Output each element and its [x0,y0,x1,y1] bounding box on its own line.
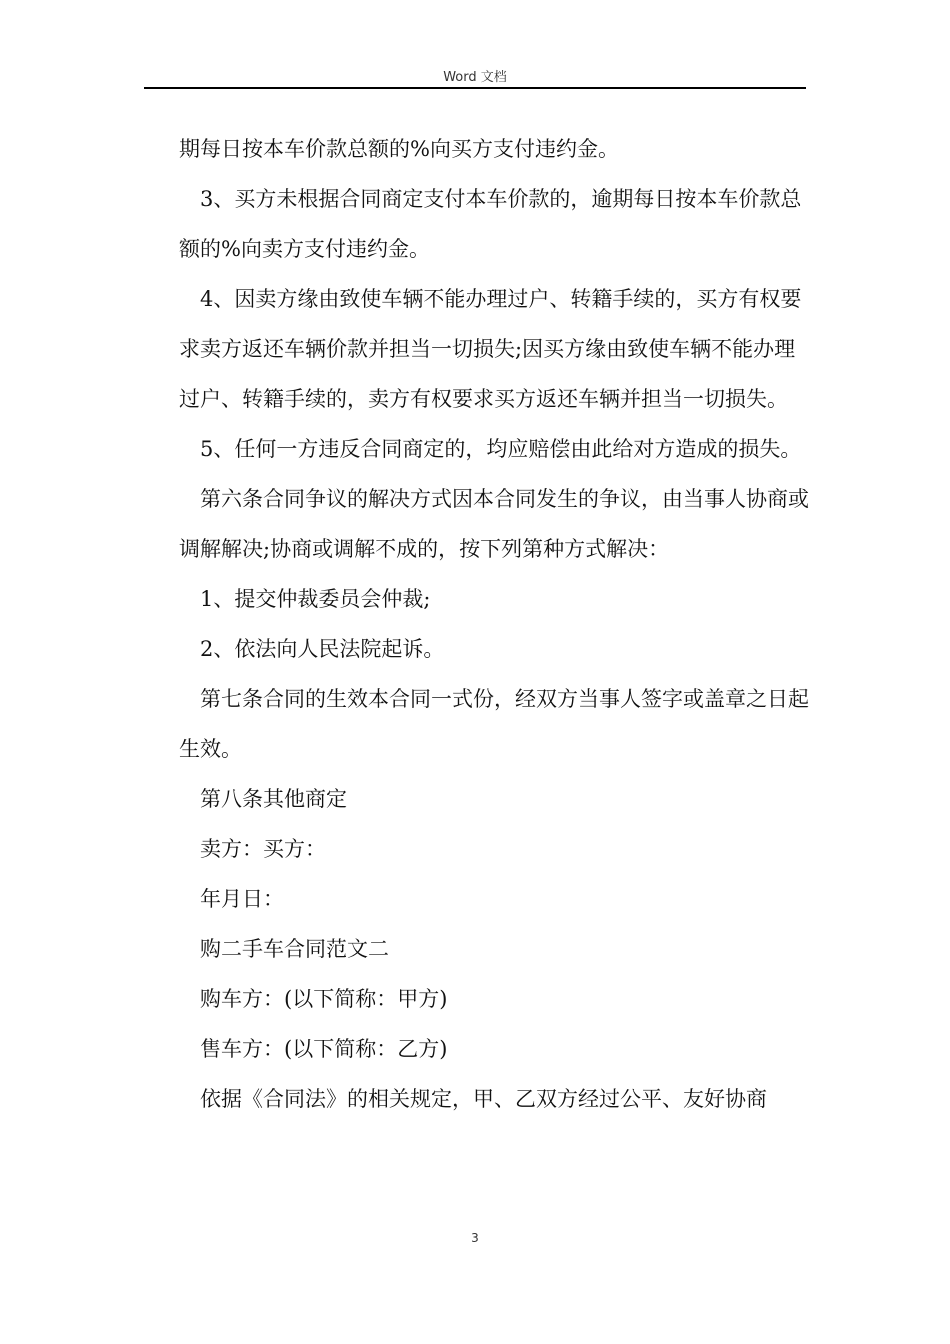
page-header-title: Word 文档 [443,70,507,85]
paragraph-3: 4、因卖方缘由致使车辆不能办理过户、转籍手续的，买方有权要求卖方返还车辆价款并担当一切损失;因买方缘由致使车辆不能办理过户、转籍手续的，卖方有权要求买方返还车辆并担当一切损失。 [179,287,802,411]
paragraph-7: 2、依法向人民法院起诉。 [200,637,445,661]
paragraph-5: 第六条合同争议的解决方式因本合同发生的争议，由当事人协商或调解解决;协商或调解不成的，按下列第种方式解决： [179,487,809,561]
paragraph-2: 3、买方未根据合同商定支付本车价款的，逾期每日按本车价款总额的%向卖方支付违约金。 [179,187,802,261]
paragraph-9: 第八条其他商定 [200,787,347,811]
paragraph-10: 卖方：买方： [200,837,326,861]
paragraph-4: 5、任何一方违反合同商定的，均应赔偿由此给对方造成的损失。 [200,437,802,461]
document-body [179,124,809,1124]
paragraph-13: 购车方：(以下简称：甲方) [200,987,448,1011]
header-divider [144,87,806,89]
paragraph-14: 售车方：(以下简称：乙方) [200,1037,448,1061]
paragraph-8: 第七条合同的生效本合同一式份，经双方当事人签字或盖章之日起生效。 [179,687,809,761]
page-number: 3 [471,1231,479,1245]
paragraph-1: 期每日按本车价款总额的%向买方支付违约金。 [179,137,619,161]
paragraph-6: 1、提交仲裁委员会仲裁; [200,587,431,611]
paragraph-15: 依据《合同法》的相关规定，甲、乙双方经过公平、友好协商 [200,1087,767,1111]
paragraph-12: 购二手车合同范文二 [200,937,389,961]
paragraph-11: 年月日： [200,887,284,911]
